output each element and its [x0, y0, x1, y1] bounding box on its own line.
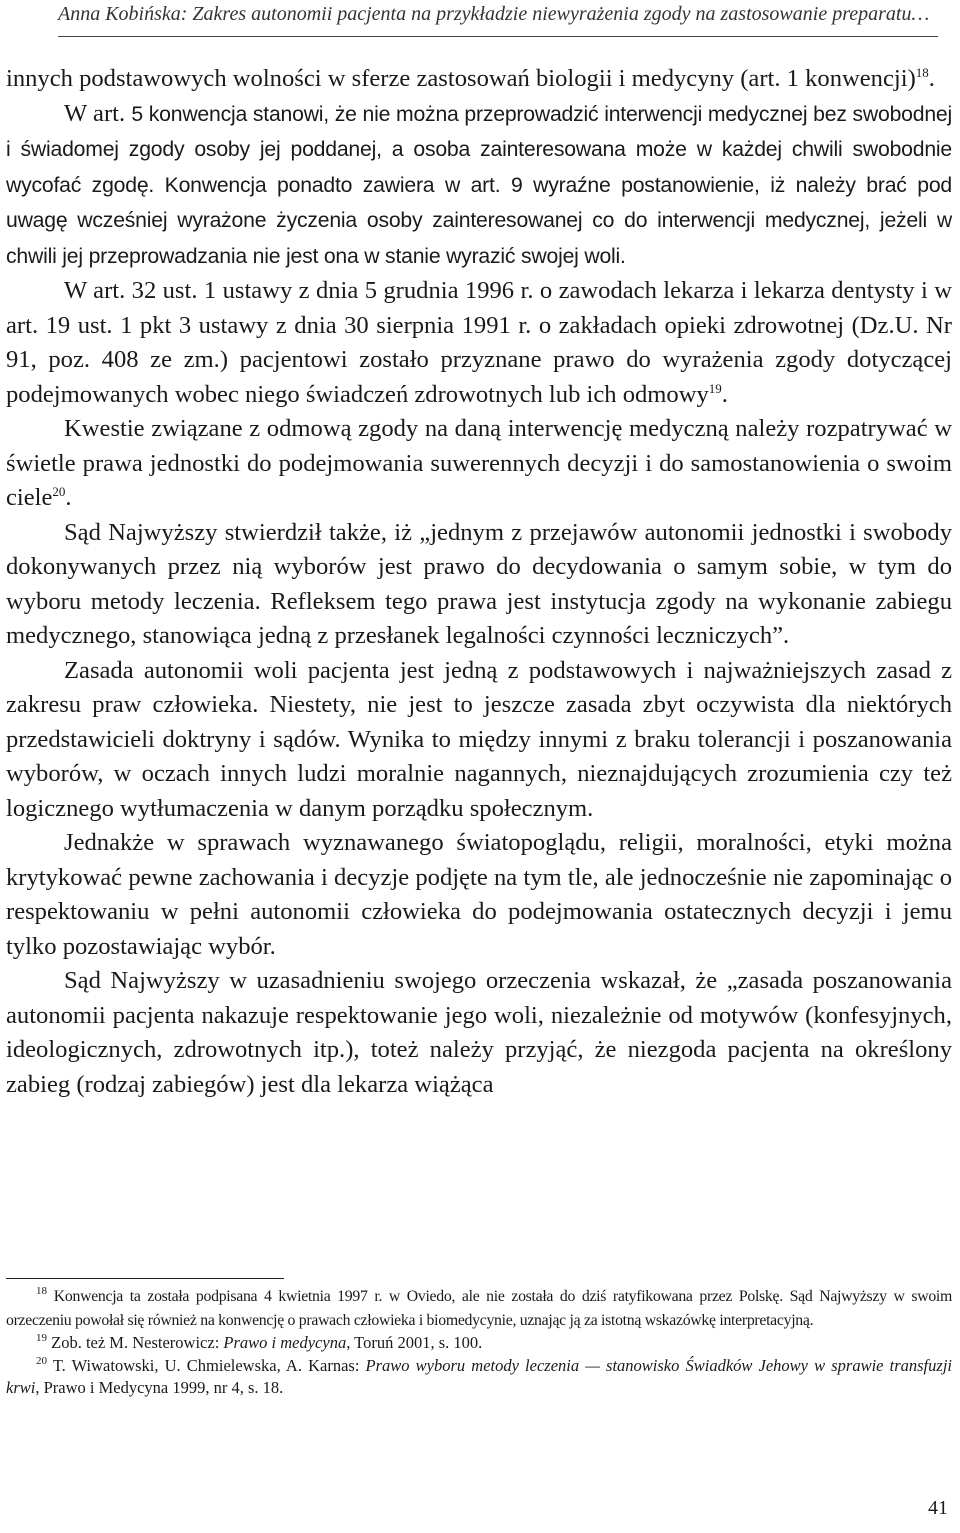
footnote-20-title: Prawo wyboru metody leczenia — stanowisko Świadków Jehowy w sprawie transfuzji krwi	[6, 1355, 952, 1397]
paragraph-4	[6, 412, 952, 516]
footnote-19-post: , Toruń 2001, s. 100.	[346, 1333, 483, 1352]
footnote-ref-19[interactable]: 19	[708, 380, 722, 396]
page-number: 41	[928, 1497, 948, 1519]
paragraph-2-text: 5 konwencja stanowi, że nie można przeprowadzić interwencji medycznej bez swobodnej i świadomej zgody osoby jej poddanej, a osoba zainteresowana może w każdej chwili swobodnie wycofać zgodę. Konwencja ponadto zawiera w art. 9 wyraźne postanowienie, iż należy brać pod uwagę wcześniej wyrażone życzenia osoby zainteresowanej co do interwencji medycznej, jeżeli w chwili jej przeprowadzania nie jest ona w stanie wyrazić swojej woli.	[6, 102, 953, 268]
footnote-19-number: 19	[36, 1332, 47, 1344]
paragraph-3	[6, 274, 952, 412]
running-header: Anna Kobińska: Zakres autonomii pacjenta na przykładzie niewyrażenia zgody na zastosowanie preparatu…	[58, 3, 930, 25]
paragraph-5: Sąd Najwyższy stwierdził także, iż „jednym z przejawów autonomii jednostki i swobody dokonywanych przez nią wyborów jest prawo do decydowania o samym sobie, w tym do wyboru metody leczenia. Refleksem tego prawa jest instytucja zgody na wykonanie zabiegu medycznego, stanowiąca jedną z przesłanek legalności czynności leczniczych”.	[6, 518, 952, 649]
paragraph-6: Zasada autonomii woli pacjenta jest jedną z podstawowych i najważniejszych zasad z zakresu praw człowieka. Niestety, nie jest to jeszcze zasada zbyt oczywista dla niektórych przedstawicieli doktryny i sądów. Wynika to między innymi z braku tolerancji i poszanowania wyborów, w oczach innych ludzi moralnie nagannych, nieznajdujących zrozumienia czy też logicznego wytłumaczenia w danym porządku społecznym.	[6, 656, 952, 822]
paragraph-8: Sąd Najwyższy w uzasadnieniu swojego orzeczenia wskazał, że „zasada poszanowania autonomii pacjenta nakazuje respektowanie jego woli, niezależnie od motywów (konfesyjnych, ideologicznych, zdrowotnych itp.), toteż należy przyjąć, że niezgoda pacjenta na określony zabieg (rodzaj zabiegów) jest dla lekarza wiążąca	[6, 967, 952, 1098]
footnote-18	[6, 1285, 952, 1332]
footnote-divider	[6, 1278, 284, 1279]
header-divider	[58, 36, 938, 37]
paragraph-3-text: W art. 32 ust. 1 ustawy z dnia 5 grudnia 1996 r. o zawodach lekarza i lekarza dentysty i w art. 19 ust. 1 pkt 3 ustawy z dnia 30 sierpnia 1991 r. o zakładach opieki zdrowotnej (Dz.U. Nr 91, poz. 408 ze zm.) pacjentowi zostało przyznane prawo do wyrażenia zgody dotyczącej podejmowanych wobec niego świadczeń zdrowotnych lub ich odmowy	[6, 277, 952, 408]
paragraph-4-end: .	[65, 484, 72, 511]
paragraph-1-text: innych podstawowych wolności w sferze zastosowań biologii i medycyny (art. 1 konwencji)	[6, 65, 916, 92]
paragraph-7: Jednakże w sprawach wyznawanego światopoglądu, religii, moralności, etyki można krytykować pewne zachowania i decyzje podjęte na tym tle, ale jednocześnie nie zapominając o respektowaniu w pełni autonomii człowieka do podejmowania ostatecznych decyzji i jemu tylko pozostawiając wybór.	[6, 829, 952, 960]
footnotes	[6, 1285, 952, 1400]
footnote-20	[6, 1355, 952, 1400]
footnote-ref-20[interactable]: 20	[52, 484, 66, 499]
footnote-ref-18[interactable]: 18	[915, 65, 929, 80]
footnote-19-pre: Zob. też M. Nesterowicz:	[47, 1333, 224, 1352]
paragraph-3-end: .	[721, 380, 728, 408]
footnote-18-text: Konwencja ta została podpisana 4 kwietnia 1997 r. w Oviedo, ale nie została do dziś ratyfikowana przez Polskę. Sąd Najwyższy w swoim orzeczeniu powołał się również na konwencję o prawach człowieka i biomedycynie, uznając ją za istotną wskazówkę interpretacyjną.	[6, 1288, 952, 1329]
footnote-19	[6, 1332, 952, 1355]
body-text	[6, 62, 952, 1102]
paragraph-1-end: .	[928, 65, 935, 92]
paragraph-2	[6, 97, 952, 275]
footnote-20-post: , Prawo i Medycyna 1999, nr 4, s. 18.	[35, 1378, 284, 1397]
footnote-20-pre: T. Wiwatowski, U. Chmielewska, A. Karnas:	[47, 1355, 366, 1375]
footnote-19-title: Prawo i medycyna	[223, 1333, 347, 1352]
footnote-18-number: 18	[36, 1285, 47, 1297]
paragraph-4-text: Kwestie związane z odmową zgody na daną interwencję medyczną należy rozpatrywać w świetle prawa jednostki do podejmowania suwerennych decyzji i do samostanowienia o swoim ciele	[6, 415, 952, 511]
footnote-20-number: 20	[36, 1354, 47, 1367]
paragraph-2-lead: W art.	[64, 99, 132, 127]
paragraph-1	[6, 62, 952, 97]
